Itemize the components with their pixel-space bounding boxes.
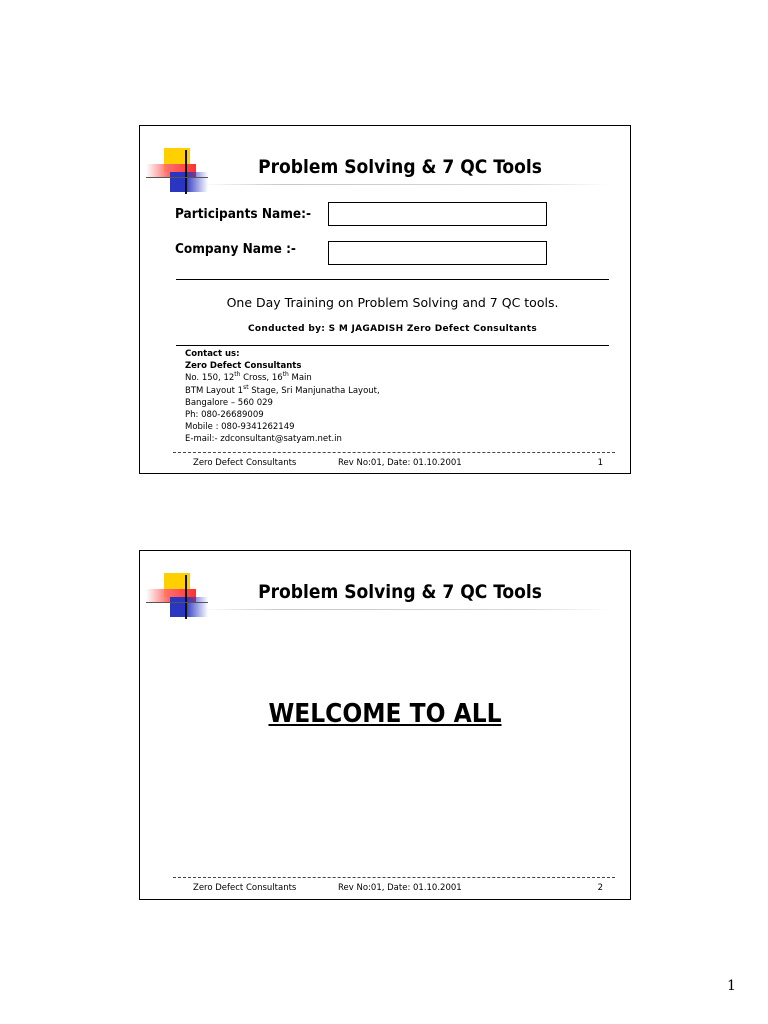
divider [176,345,609,346]
contact-block [185,348,380,446]
title-divider [200,609,610,610]
participants-name-field[interactable] [328,202,547,226]
training-tagline: One Day Training on Problem Solving and 7 QC tools. [226,295,559,310]
footer-divider [173,452,615,453]
decorative-squares-logo [146,148,208,194]
company-name-label: Company Name :- [175,241,296,257]
contact-heading: Contact us: [185,349,240,359]
slide-footer [173,883,615,897]
slide-1 [139,125,631,474]
participants-name-label: Participants Name:- [175,206,312,222]
footer-company: Zero Defect Consultants [193,458,297,468]
title-divider [200,184,610,185]
contact-address-2: BTM Layout 1st Stage, Sri Manjunatha Layout, [185,383,380,396]
footer-revision: Rev No:01, Date: 01.10.2001 [338,883,462,893]
decorative-squares-logo [146,573,208,619]
footer-revision: Rev No:01, Date: 01.10.2001 [338,458,462,468]
footer-divider [173,877,615,878]
footer-slide-number: 2 [597,883,603,893]
page-number: 1 [727,978,736,994]
welcome-heading: WELCOME TO ALL [268,699,502,729]
contact-phone: Ph: 080-26689009 [185,410,264,421]
slide-footer [173,458,615,472]
contact-address-1: No. 150, 12th Cross, 16th Main [185,371,312,384]
divider [176,279,609,280]
contact-mobile: Mobile : 080-9341262149 [185,422,295,433]
slide-title: Problem Solving & 7 QC Tools [258,156,542,178]
contact-city: Bangalore – 560 029 [185,397,273,408]
slide-title: Problem Solving & 7 QC Tools [258,581,542,603]
slide-2 [139,550,631,900]
conducted-by: Conducted by: S M JAGADISH Zero Defect Consultants [248,324,537,334]
footer-company: Zero Defect Consultants [193,883,297,893]
company-name-field[interactable] [328,241,547,265]
footer-slide-number: 1 [597,458,603,468]
contact-org: Zero Defect Consultants [185,361,302,372]
contact-email: E-mail:- zdconsultant@satyam.net.in [185,434,342,445]
